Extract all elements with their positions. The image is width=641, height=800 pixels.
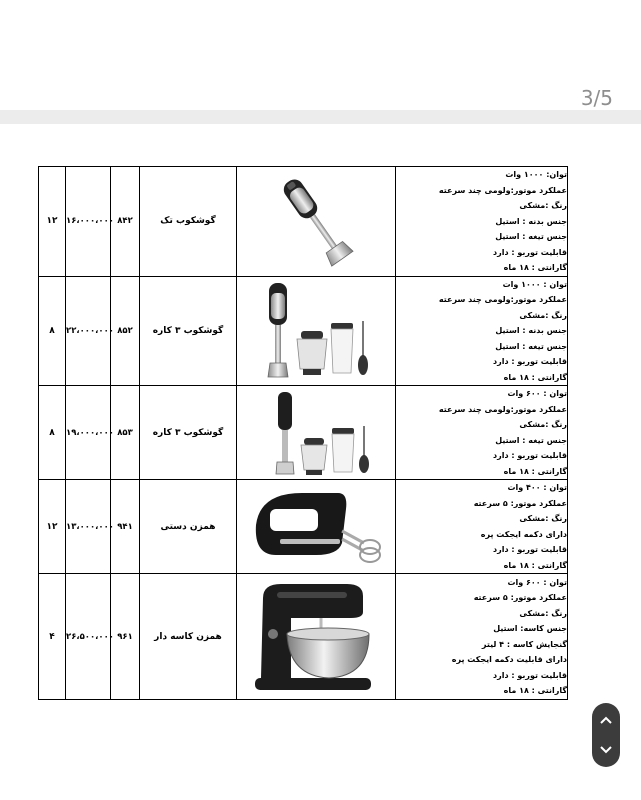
table-row	[39, 386, 568, 480]
specs-cell	[396, 167, 568, 277]
scroll-down-button[interactable]	[592, 735, 620, 765]
page-indicator: 3/5	[580, 86, 613, 110]
spec-line: رنگ :مشکی	[519, 420, 567, 429]
table-row	[39, 480, 568, 574]
hand-mixer-icon	[246, 485, 386, 569]
spec-line: توان : ۶۰۰ وات	[507, 577, 567, 587]
spec-line: توان : ۱۰۰۰ وات	[502, 279, 567, 289]
chevron-up-icon	[599, 715, 613, 725]
price-cell: ۱۳،۰۰۰،۰۰۰	[66, 480, 111, 574]
table-row	[39, 574, 568, 700]
spec-line: رنگ :مشکی	[519, 201, 567, 210]
quantity-cell: ۱۲	[39, 167, 66, 277]
product-name-cell: گوشکوب ۳ کاره	[140, 386, 237, 480]
spec-line: توان: ۱۰۰۰ وات	[505, 170, 567, 179]
spec-line: گارانتی : ۱۸ ماه	[503, 686, 567, 695]
spec-line: قابلیت توربو : دارد	[492, 670, 567, 680]
quantity-cell: ۸	[39, 386, 66, 480]
spec-line: گنجایش کاسه : ۴ لیتر	[481, 639, 567, 649]
table-row	[39, 167, 568, 277]
code-cell: ۸۵۳	[111, 386, 140, 480]
price-cell: ۲۶،۵۰۰،۰۰۰	[66, 574, 111, 700]
spec-line: رنگ :مشکی	[519, 514, 567, 523]
spec-line: قابلیت توربو : دارد	[492, 357, 567, 366]
product-name-cell: همزن دستی	[140, 480, 237, 574]
quantity-cell: ۱۲	[39, 480, 66, 574]
spec-line: جنس تیغه : استیل	[495, 232, 567, 241]
code-cell: ۸۴۲	[111, 167, 140, 277]
product-image-cell	[237, 167, 396, 277]
quantity-cell: ۴	[39, 574, 66, 700]
table-row	[39, 276, 568, 386]
price-cell: ۲۲،۰۰۰،۰۰۰	[66, 276, 111, 386]
specs-cell	[396, 276, 568, 386]
code-cell: ۹۶۱	[111, 574, 140, 700]
spec-line: جنس بدنه : استیل	[495, 216, 567, 226]
spec-line: قابلیت توربو : دارد	[492, 247, 567, 257]
scroll-up-button[interactable]	[592, 705, 620, 735]
spec-line: عملکرد موتور:ولومی چند سرعته	[438, 295, 567, 304]
product-image-cell	[237, 276, 396, 386]
hand-blender-set-black-icon	[256, 390, 376, 476]
price-cell: ۱۹،۰۰۰،۰۰۰	[66, 386, 111, 480]
spec-line: جنس کاسه: استیل	[493, 624, 567, 633]
code-cell: ۹۴۱	[111, 480, 140, 574]
product-image-cell	[237, 386, 396, 480]
spec-line: توان : ۴۰۰ وات	[507, 483, 567, 492]
specs-cell	[396, 574, 568, 700]
spec-line: جنس بدنه : استیل	[495, 326, 567, 335]
viewer-header	[0, 0, 641, 110]
spec-line: عملکرد موتور:ولومی چند سرعته	[438, 185, 567, 195]
chevron-down-icon	[599, 745, 613, 755]
price-cell: ۱۶،۰۰۰،۰۰۰	[66, 167, 111, 277]
spec-line: گارانتی : ۱۸ ماه	[503, 263, 567, 272]
spec-line: قابلیت توربو : دارد	[492, 545, 567, 554]
product-image-cell	[237, 480, 396, 574]
spec-line: گارانتی : ۱۸ ماه	[503, 466, 567, 476]
page-scroll-control	[592, 703, 620, 767]
product-name-cell: گوشکوب ۳ کاره	[140, 276, 237, 386]
spec-line: جنس تیغه : استیل	[495, 341, 567, 351]
hand-blender-set-silver-icon	[251, 281, 381, 381]
spec-line: عملکرد موتور:ولومی چند سرعته	[438, 404, 567, 414]
document-page	[0, 124, 641, 800]
hand-blender-icon	[256, 171, 376, 271]
spec-line: رنگ :مشکی	[519, 310, 567, 320]
spec-line: دارای دکمه ایجکت پره	[480, 529, 567, 539]
code-cell: ۸۵۲	[111, 276, 140, 386]
page-separator	[0, 110, 641, 124]
product-image-cell	[237, 574, 396, 700]
spec-line: رنگ :مشکی	[519, 608, 567, 618]
specs-cell	[396, 480, 568, 574]
spec-line: گارانتی : ۱۸ ماه	[503, 560, 567, 570]
product-name-cell: گوشکوب تک	[140, 167, 237, 277]
spec-line: دارای قابلیت دکمه ایجکت پره	[451, 655, 567, 664]
spec-line: جنس تیغه : استیل	[495, 435, 567, 445]
spec-line: قابلیت توربو : دارد	[492, 451, 567, 460]
spec-line: عملکرد موتور: ۵ سرعته	[473, 498, 567, 508]
spec-line: توان : ۶۰۰ وات	[507, 389, 567, 398]
quantity-cell: ۸	[39, 276, 66, 386]
product-name-cell: همزن کاسه دار	[140, 574, 237, 700]
spec-line: عملکرد موتور: ۵ سرعته	[473, 593, 567, 602]
product-table	[38, 166, 568, 700]
stand-mixer-icon	[251, 578, 381, 696]
specs-cell	[396, 386, 568, 480]
spec-line: گارانتی : ۱۸ ماه	[503, 372, 567, 382]
